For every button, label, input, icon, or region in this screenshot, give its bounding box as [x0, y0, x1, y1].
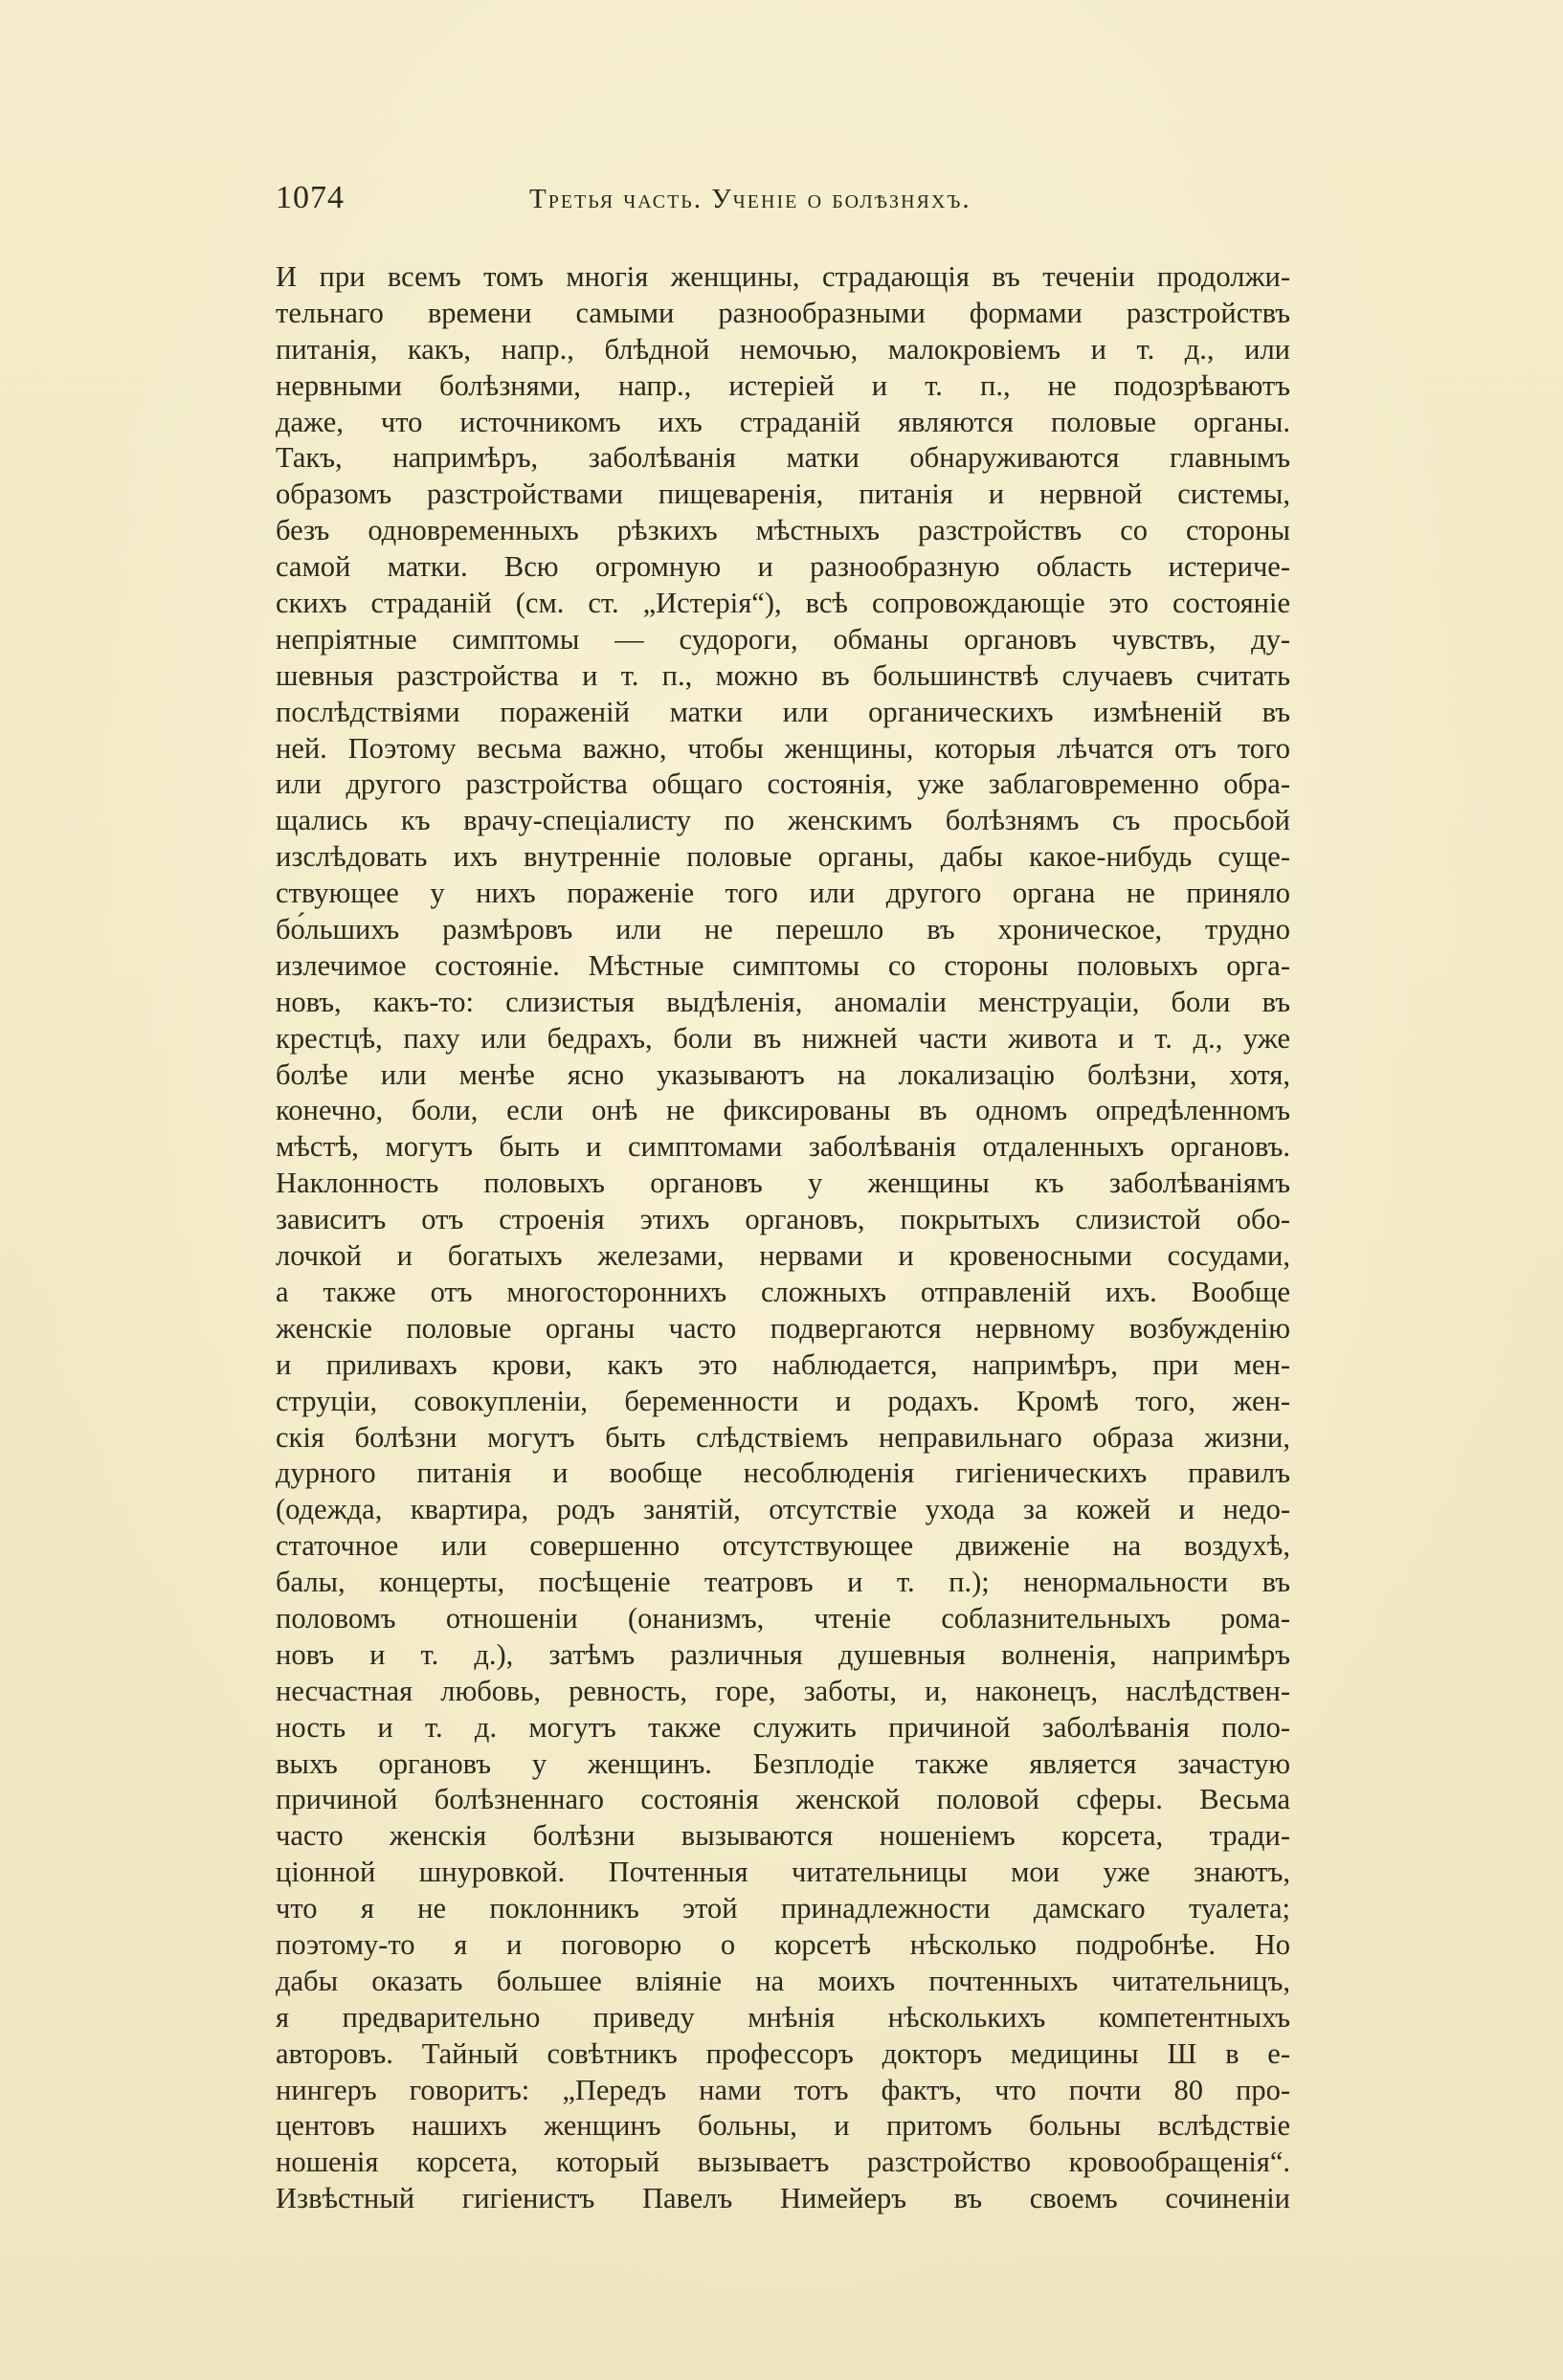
text-line: питанія, какъ, напр., блѣдной немочью, малокровіемъ и т. д., или: [276, 332, 1290, 366]
text-line: излечимое состояніе. Мѣстные симптомы со стороны половыхъ орга-: [276, 948, 1290, 982]
text-line: (одежда, квартира, родъ занятій, отсутствіе ухода за кожей и недо-: [276, 1493, 1290, 1526]
text-line: зависитъ отъ строенія этихъ органовъ, покрытыхъ слизистой обо-: [276, 1203, 1290, 1236]
text-line: и приливахъ крови, какъ это наблюдается, напримѣръ, при мен-: [276, 1347, 1290, 1381]
text-line: центовъ нашихъ женщинъ больны, и притомъ больны вслѣдствіе: [276, 2109, 1290, 2143]
text-line: ствующее у нихъ пораженіе того или другого органа не приняло: [276, 877, 1290, 910]
text-line: тельнаго времени самыми разнообразными формами разстройствъ: [276, 296, 1290, 329]
text-line: крестцѣ, паху или бедрахъ, боли въ нижней части живота и т. д., уже: [276, 1021, 1290, 1055]
text-line: непріятные симптомы — судороги, обманы органовъ чувствъ, ду-: [276, 622, 1290, 656]
text-line: скія болѣзни могутъ быть слѣдствіемъ неправильнаго образа жизни,: [276, 1420, 1290, 1454]
running-title: Третья часть. Ученіе о болѣзняхъ.: [529, 184, 971, 214]
text-line: ціонной шнуровкой. Почтенныя читательницы мои уже знаютъ,: [276, 1856, 1290, 1889]
text-line: конечно, боли, если онѣ не фиксированы въ одномъ опредѣленномъ: [276, 1094, 1290, 1127]
text-line: Наклонность половыхъ органовъ у женщины къ заболѣваніямъ: [276, 1167, 1290, 1200]
text-line: ней. Поэтому весьма важно, чтобы женщины, которыя лѣчатся отъ того: [276, 731, 1290, 765]
text-line: что я не поклонникъ этой принадлежности дамскаго туалета;: [276, 1892, 1290, 1925]
text-line: половомъ отношеніи (онанизмъ, чтеніе соблазнительныхъ рома-: [276, 1601, 1290, 1635]
text-line: Извѣстный гигіенистъ Павелъ Нимейеръ въ своемъ сочиненіи: [276, 2182, 1290, 2215]
text-line: женскіе половые органы часто подвергаются нервному возбужденію: [276, 1311, 1290, 1345]
text-line: болѣе или менѣе ясно указываютъ на локализацію болѣзни, хотя,: [276, 1057, 1290, 1091]
text-line: новъ и т. д.), затѣмъ различныя душевныя волненія, напримѣръ: [276, 1637, 1290, 1671]
text-line: бо́льшихъ размѣровъ или не перешло въ хроническое, трудно: [276, 913, 1290, 946]
text-line: нервными болѣзнями, напр., истеріей и т. п., не подозрѣваютъ: [276, 368, 1290, 402]
text-line: Такъ, напримѣръ, заболѣванія матки обнаруживаются главнымъ: [276, 441, 1290, 475]
text-line: дурного питанія и вообще несоблюденія гигіеническихъ правилъ: [276, 1457, 1290, 1490]
text-line: авторовъ. Тайный совѣтникъ профессоръ докторъ медицины Ш в е-: [276, 2036, 1290, 2070]
text-line: самой матки. Всю огромную и разнообразную область истериче-: [276, 550, 1290, 584]
text-line: или другого разстройства общаго состоянія, уже заблаговременно обра-: [276, 767, 1290, 801]
text-line: а также отъ многостороннихъ сложныхъ отправленій ихъ. Вообще: [276, 1275, 1290, 1308]
text-line: ношенія корсета, который вызываетъ разстройство кровообращенія“.: [276, 2146, 1290, 2179]
text-line: даже, что источникомъ ихъ страданій являются половые органы.: [276, 405, 1290, 438]
page-number: 1074: [276, 180, 345, 215]
text-line: ность и т. д. могутъ также служить причиной заболѣванія поло-: [276, 1710, 1290, 1744]
text-line: щались къ врачу-спеціалисту по женскимъ болѣзнямъ съ просьбой: [276, 804, 1290, 837]
text-line: статочное или совершенно отсутствующее движеніе на воздухѣ,: [276, 1529, 1290, 1563]
text-line: новъ, какъ-то: слизистыя выдѣленія, аномаліи менструаціи, боли въ: [276, 985, 1290, 1018]
text-line: струціи, совокупленіи, беременности и родахъ. Кромѣ того, жен-: [276, 1384, 1290, 1417]
text-line: причиной болѣзненнаго состоянія женской половой сферы. Весьма: [276, 1783, 1290, 1816]
text-line: выхъ органовъ у женщинъ. Безплодіе также является зачастую: [276, 1746, 1290, 1780]
text-line: послѣдствіями пораженій матки или органическихъ измѣненій въ: [276, 695, 1290, 728]
text-line: И при всемъ томъ многія женщины, страдающія въ теченіи продолжи-: [276, 260, 1290, 293]
text-line: лочкой и богатыхъ железами, нервами и кровеносными сосудами,: [276, 1239, 1290, 1273]
text-line: балы, концерты, посѣщеніе театровъ и т. п.); ненормальности въ: [276, 1566, 1290, 1599]
text-line: дабы оказать большее вліяніе на моихъ почтенныхъ читательницъ,: [276, 1964, 1290, 1997]
text-line: изслѣдовать ихъ внутренніе половые органы, дабы какое-нибудь суще-: [276, 840, 1290, 874]
text-line: шевныя разстройства и т. п., можно въ большинствѣ случаевъ считать: [276, 658, 1290, 692]
text-line: образомъ разстройствами пищеваренія, питанія и нервной системы,: [276, 478, 1290, 511]
text-line: мѣстѣ, могутъ быть и симптомами заболѣванія отдаленныхъ органовъ.: [276, 1130, 1290, 1164]
text-line: часто женскія болѣзни вызываются ношеніемъ корсета, тради-: [276, 1819, 1290, 1853]
text-line: я предварительно приведу мнѣнія нѣсколькихъ компетентныхъ: [276, 2000, 1290, 2034]
text-line: скихъ страданій (см. ст. „Истерія“), всѣ сопровождающіе это состояніе: [276, 587, 1290, 620]
text-line: безъ одновременныхъ рѣзкихъ мѣстныхъ разстройствъ со стороны: [276, 514, 1290, 547]
body-text: [276, 259, 1290, 2217]
text-line: нингеръ говоритъ: „Передъ нами тотъ фактъ, что почти 80 про-: [276, 2073, 1290, 2106]
text-line: несчастная любовь, ревность, горе, заботы, и, наконецъ, наслѣдствен-: [276, 1674, 1290, 1707]
page-header: [276, 180, 1309, 218]
text-line: поэтому-то я и поговорю о корсетѣ нѣсколько подробнѣе. Но: [276, 1927, 1290, 1961]
